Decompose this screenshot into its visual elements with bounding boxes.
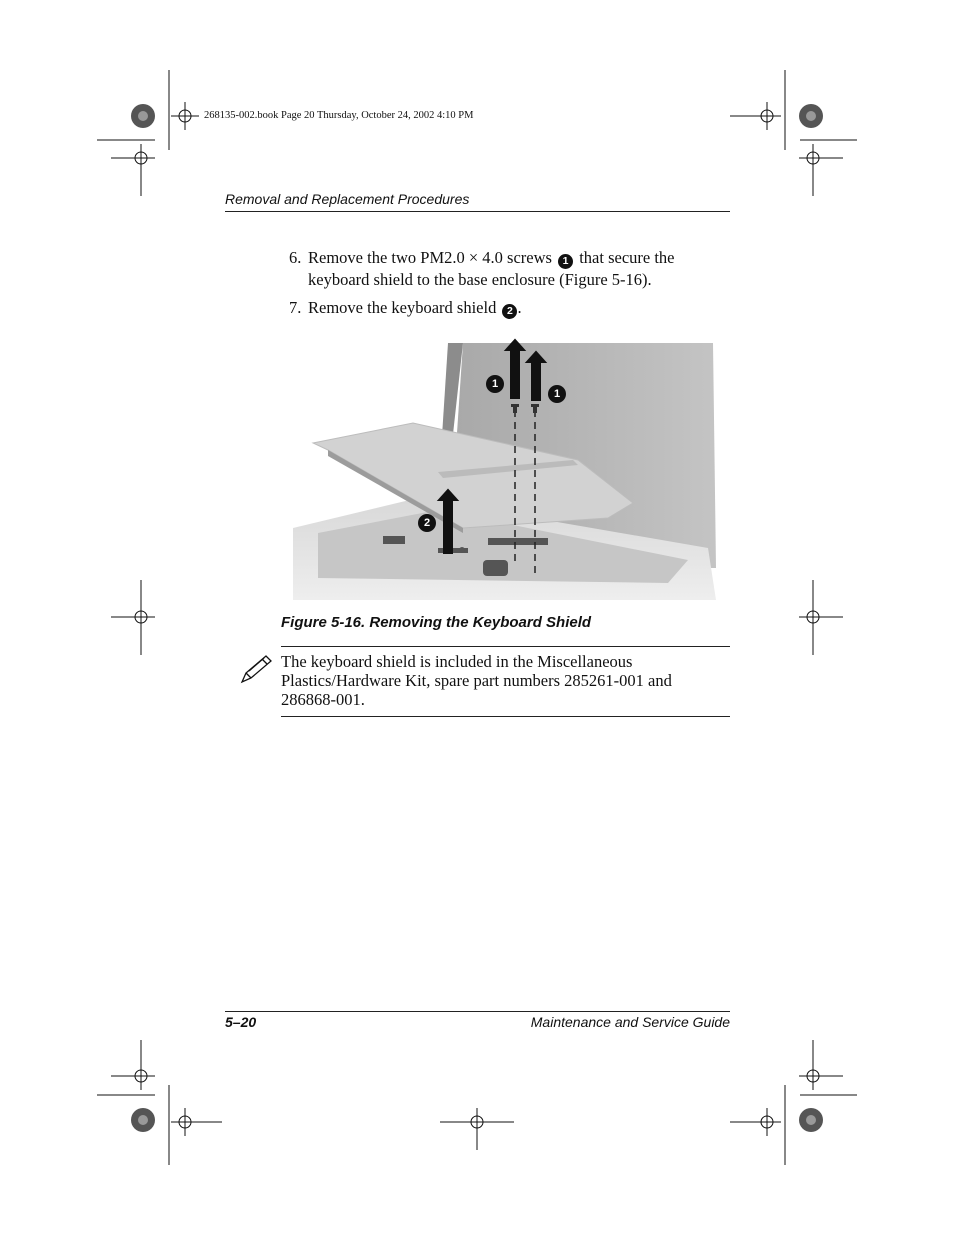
header-rule bbox=[225, 211, 730, 212]
starburst-target-icon bbox=[799, 1108, 823, 1132]
figure-callout-2: 2 bbox=[418, 514, 436, 532]
registration-crosshair-icon bbox=[111, 580, 155, 655]
step-text bbox=[308, 297, 728, 319]
step-number: 6. bbox=[289, 248, 302, 267]
figure-callout-1: 1 bbox=[548, 385, 566, 403]
step-text bbox=[308, 247, 728, 290]
registration-crosshair-icon bbox=[799, 1040, 843, 1090]
registration-crosshair-icon bbox=[171, 1108, 222, 1136]
figure-caption: Figure 5-16. Removing the Keyboard Shield bbox=[281, 614, 592, 631]
footer-rule bbox=[225, 1011, 730, 1012]
step-text-after: . bbox=[517, 298, 522, 317]
guide-title: Maintenance and Service Guide bbox=[530, 1014, 730, 1030]
registration-crosshair-icon bbox=[730, 102, 781, 130]
registration-crosshair-icon bbox=[171, 102, 199, 130]
note-text: The keyboard shield is included in the Miscellaneous Plastics/Hardware Kit, spare part numbers 285261-001 and 286868-001. bbox=[281, 652, 672, 709]
running-head: Removal and Replacement Procedures bbox=[225, 191, 470, 207]
note-bottom-rule bbox=[281, 716, 730, 717]
step-text-before: Remove the two PM2.0 × 4.0 screws bbox=[308, 248, 552, 267]
starburst-target-icon bbox=[131, 104, 155, 128]
registration-crosshair-icon bbox=[799, 580, 843, 655]
registration-crosshair-icon bbox=[440, 1108, 514, 1150]
step-7 bbox=[289, 297, 729, 319]
callout-1-icon: 1 bbox=[558, 254, 573, 269]
starburst-target-icon bbox=[799, 104, 823, 128]
step-number: 7. bbox=[289, 298, 302, 317]
registration-crosshair-icon bbox=[111, 144, 155, 196]
note-top-rule bbox=[281, 646, 730, 647]
registration-crosshair-icon bbox=[111, 1040, 155, 1090]
keyboard-shield-illustration bbox=[288, 338, 720, 604]
step-text-after: that secure the keyboard shield to the base enclosure (Figure 5-16). bbox=[308, 248, 675, 289]
callout-2-icon: 2 bbox=[502, 304, 517, 319]
book-info-slug: 268135-002.book Page 20 Thursday, October 24, 2002 4:10 PM bbox=[204, 110, 474, 121]
step-text-before: Remove the keyboard shield bbox=[308, 298, 497, 317]
registration-crosshair-icon bbox=[730, 1108, 781, 1136]
pencil-note-icon bbox=[240, 654, 274, 684]
registration-crosshair-icon bbox=[799, 144, 843, 196]
step-6 bbox=[289, 247, 729, 291]
page-number: 5–20 bbox=[225, 1014, 257, 1030]
figure-callout-1: 1 bbox=[486, 375, 504, 393]
starburst-target-icon bbox=[131, 1108, 155, 1132]
